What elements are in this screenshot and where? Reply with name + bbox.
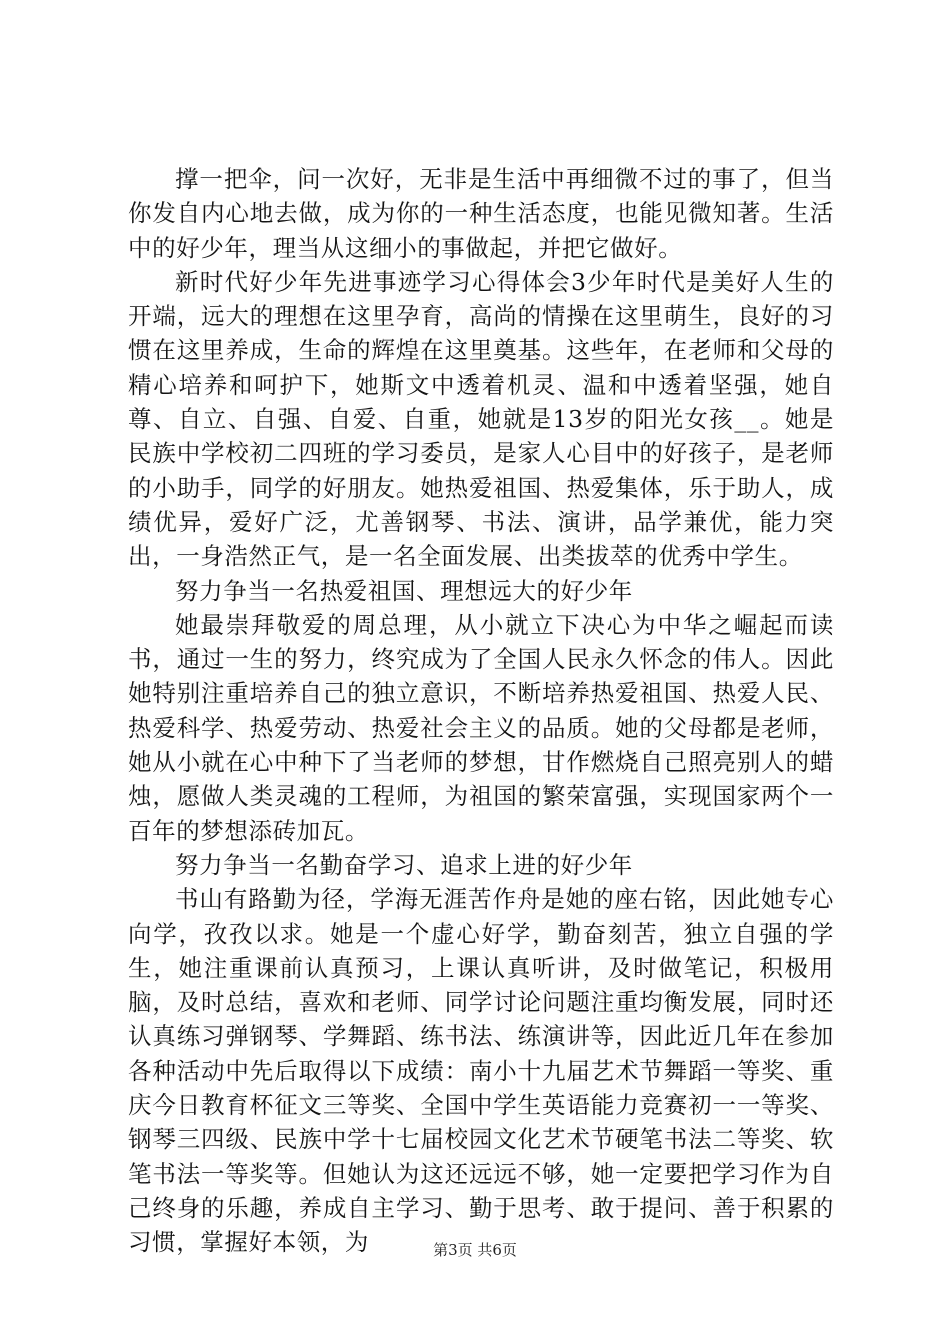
page-number-footer: 第3页 共6页 (433, 1241, 517, 1259)
document-body (128, 162, 834, 1260)
section-heading-patriotism: 努力争当一名热爱祖国、理想远大的好少年 (175, 576, 633, 605)
paragraph-patriotism: 她最崇拜敬爱的周总理，从小就立下决心为中华之崛起而读书，通过一生的努力，终究成为了全国人民永久怀念的伟人。因此她特别注重培养自己的独立意识，不断培养热爱祖国、热爱人民、热爱科学、热爱劳动、热爱社会主义的品质。她的父母都是老师，她从小就在心中种下了当老师的梦想，甘作燃烧自己照亮别人的蜡烛，愿做人类灵魂的工程师，为祖国的繁荣富强，实现国家两个一百年的梦想添砖加瓦。 (128, 610, 834, 845)
paragraph-umbrella: 撑一把伞，问一次好，无非是生活中再细微不过的事了，但当你发自内心地去做，成为你的一种生活态度，也能见微知著。生活中的好少年，理当从这细小的事做起，并把它做好。 (128, 165, 834, 262)
paragraph-introduction: 新时代好少年先进事迹学习心得体会3少年时代是美好人生的开端，远大的理想在这里孕育，高尚的情操在这里萌生，良好的习惯在这里养成，生命的辉煌在这里奠基。这些年，在老师和父母的精心培养和呵护下，她斯文中透着机灵、温和中透着坚强，她自尊、自立、自强、自爱、自重，她就是13岁的阳光女孩__。她是民族中学校初二四班的学习委员，是家人心目中的好孩子，是老师的小助手，同学的好朋友。她热爱祖国、热爱集体，乐于助人，成绩优异，爱好广泛，尤善钢琴、书法、演讲，品学兼优，能力突出，一身浩然正气，是一名全面发展、出类拔萃的优秀中学生。 (128, 267, 834, 571)
section-heading-study: 努力争当一名勤奋学习、追求上进的好少年 (175, 850, 633, 879)
paragraph-study: 书山有路勤为径，学海无涯苦作舟是她的座右铭，因此她专心向学，孜孜以求。她是一个虚心好学，勤奋刻苦，独立自强的学生，她注重课前认真预习，上课认真听讲，及时做笔记，积极用脑，及时总结，喜欢和老师、同学讨论问题注重均衡发展，同时还认真练习弹钢琴、学舞蹈、练书法、练演讲等，因此近几年在参加各种活动中先后取得以下成绩：南小十九届艺术节舞蹈一等奖、重庆今日教育杯征文三等奖、全国中学生英语能力竞赛初一一等奖、钢琴三四级、民族中学十七届校园文化艺术节硬笔书法二等奖、软笔书法一等奖等。但她认为这还远远不够，她一定要把学习作为自己终身的乐趣，养成自主学习、勤于思考、敢于提问、善于积累的习惯，掌握好本领，为 (128, 885, 834, 1257)
